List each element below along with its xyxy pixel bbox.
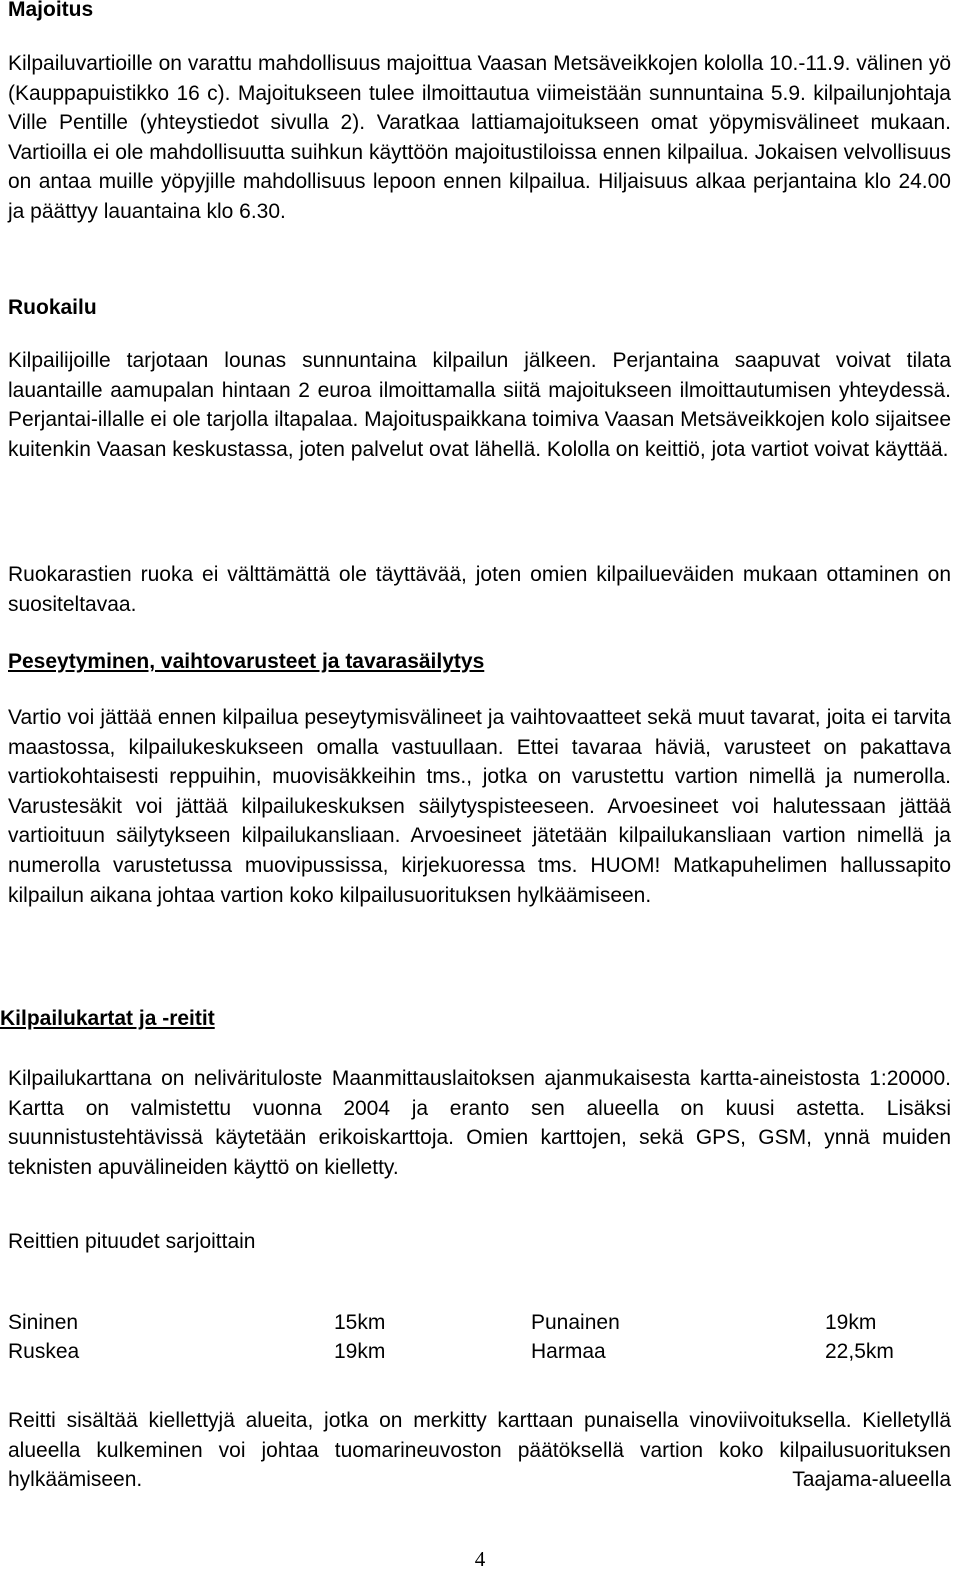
page-number: 4 (474, 1547, 486, 1571)
table-cell-length: 22,5km (825, 1340, 894, 1363)
table-cell-length: 19km (334, 1340, 386, 1363)
route-lengths-title: Reittien pituudet sarjoittain (8, 1230, 256, 1253)
paragraph-kielletyt-alueet: Reitti sisältää kiellettyjä alueita, jotka on merkitty karttaan punaisella vinoviivoituksella. Kielletyllä alueella kulkeminen voi johtaa tuomarineuvoston päätöksellä vartion koko kilpailusuorituksen hylkäämiseen. Taajama-alueella (8, 1409, 951, 1492)
paragraph-majoitus: Kilpailuvartioille on varattu mahdollisuus majoittua Vaasan Metsäveikkojen kololla 10.-11.9. välinen yö (Kauppapuistikko 16 c). Majoitukseen tulee ilmoittautua viimeistään sunnuntaina 5.9. kilpailunjohtaja Ville Pentille (yhteystiedot sivulla 2). Varatkaa lattiamajoitukseen omat yöpymisvälineet mukaan. Vartioilla ei ole mahdollisuutta suihkun käyttöön majoitustiloissa ennen kilpailua. Jokaisen velvollisuus on antaa muille yöpyjille mahdollisuus lepoon ennen kilpailua. Hiljaisuus alkaa perjantaina klo 24.00 ja päättyy lauantaina klo 6.30. (8, 52, 951, 223)
paragraph-ruokailu-2: Ruokarastien ruoka ei välttämättä ole täyttävää, joten omien kilpailueväiden mukaan ottaminen on suositeltavaa. (8, 563, 951, 616)
paragraph-kilpailukartat: Kilpailukarttana on nelivärituloste Maanmittauslaitoksen ajanmukaisesta kartta-aineistosta 1:20000. Kartta on valmistettu vuonna 2004 ja eranto sen alueella on kuusi astetta. Lisäksi suunnistustehtävissä käytetään erikoiskarttoja. Omien karttojen, sekä GPS, GSM, ynnä muiden teknisten apuvälineiden käyttö on kielletty. (8, 1067, 951, 1179)
paragraph-peseytyminen: Vartio voi jättää ennen kilpailua peseytymisvälineet ja vaihtovaatteet sekä muut tavarat, joita ei tarvita maastossa, kilpailukeskukseen omalla vastuullaan. Ettei tavaraa häviä, varusteet on pakattava vartiokohtaisesti reppuihin, muovisäkkeihin tms., jotka on varustettu vartion nimellä ja numerolla. Varustesäkit voi jättää kilpailukeskuksen säilytyspisteeseen. Arvoesineet voi halutessaan jättää vartioituun säilytykseen kilpailukansliaan. Arvoesineet jätetään kilpailukansliaan vartion nimellä ja numerolla varustetussa muovipussissa, kirjekuoressa tms. HUOM! Matkapuhelimen hallussapito kilpailun aikana johtaa vartion koko kilpailusuorituksen hylkäämiseen. (8, 706, 951, 907)
table-cell-series: Sininen (8, 1311, 79, 1334)
table-cell-length: 15km (334, 1311, 386, 1334)
table-cell-length: 19km (825, 1311, 877, 1334)
heading-peseytyminen: Peseytyminen, vaihtovarusteet ja tavarasäilytys (8, 650, 485, 673)
heading-kilpailukartat: Kilpailukartat ja -reitit (0, 1007, 215, 1030)
table-cell-series: Harmaa (531, 1340, 606, 1363)
heading-ruokailu: Ruokailu (8, 296, 97, 319)
table-cell-series: Punainen (531, 1311, 620, 1334)
paragraph-ruokailu-1: Kilpailijoille tarjotaan lounas sunnuntaina kilpailun jälkeen. Perjantaina saapuvat voivat tilata lauantaille aamupalan hintaan 2 euroa ilmoittamalla siitä majoitukseen ilmoittautumisen yhteydessä. Perjantai-illalle ei ole tarjolla iltapalaa. Majoituspaikkana toimiva Vaasan Metsäveikkojen kolo sijaitsee kuitenkin Vaasan keskustassa, joten palvelut ovat lähellä. Kololla on keittiö, jota vartiot voivat käyttää. (8, 349, 951, 461)
heading-majoitus: Majoitus (8, 0, 94, 21)
table-cell-series: Ruskea (8, 1340, 80, 1363)
